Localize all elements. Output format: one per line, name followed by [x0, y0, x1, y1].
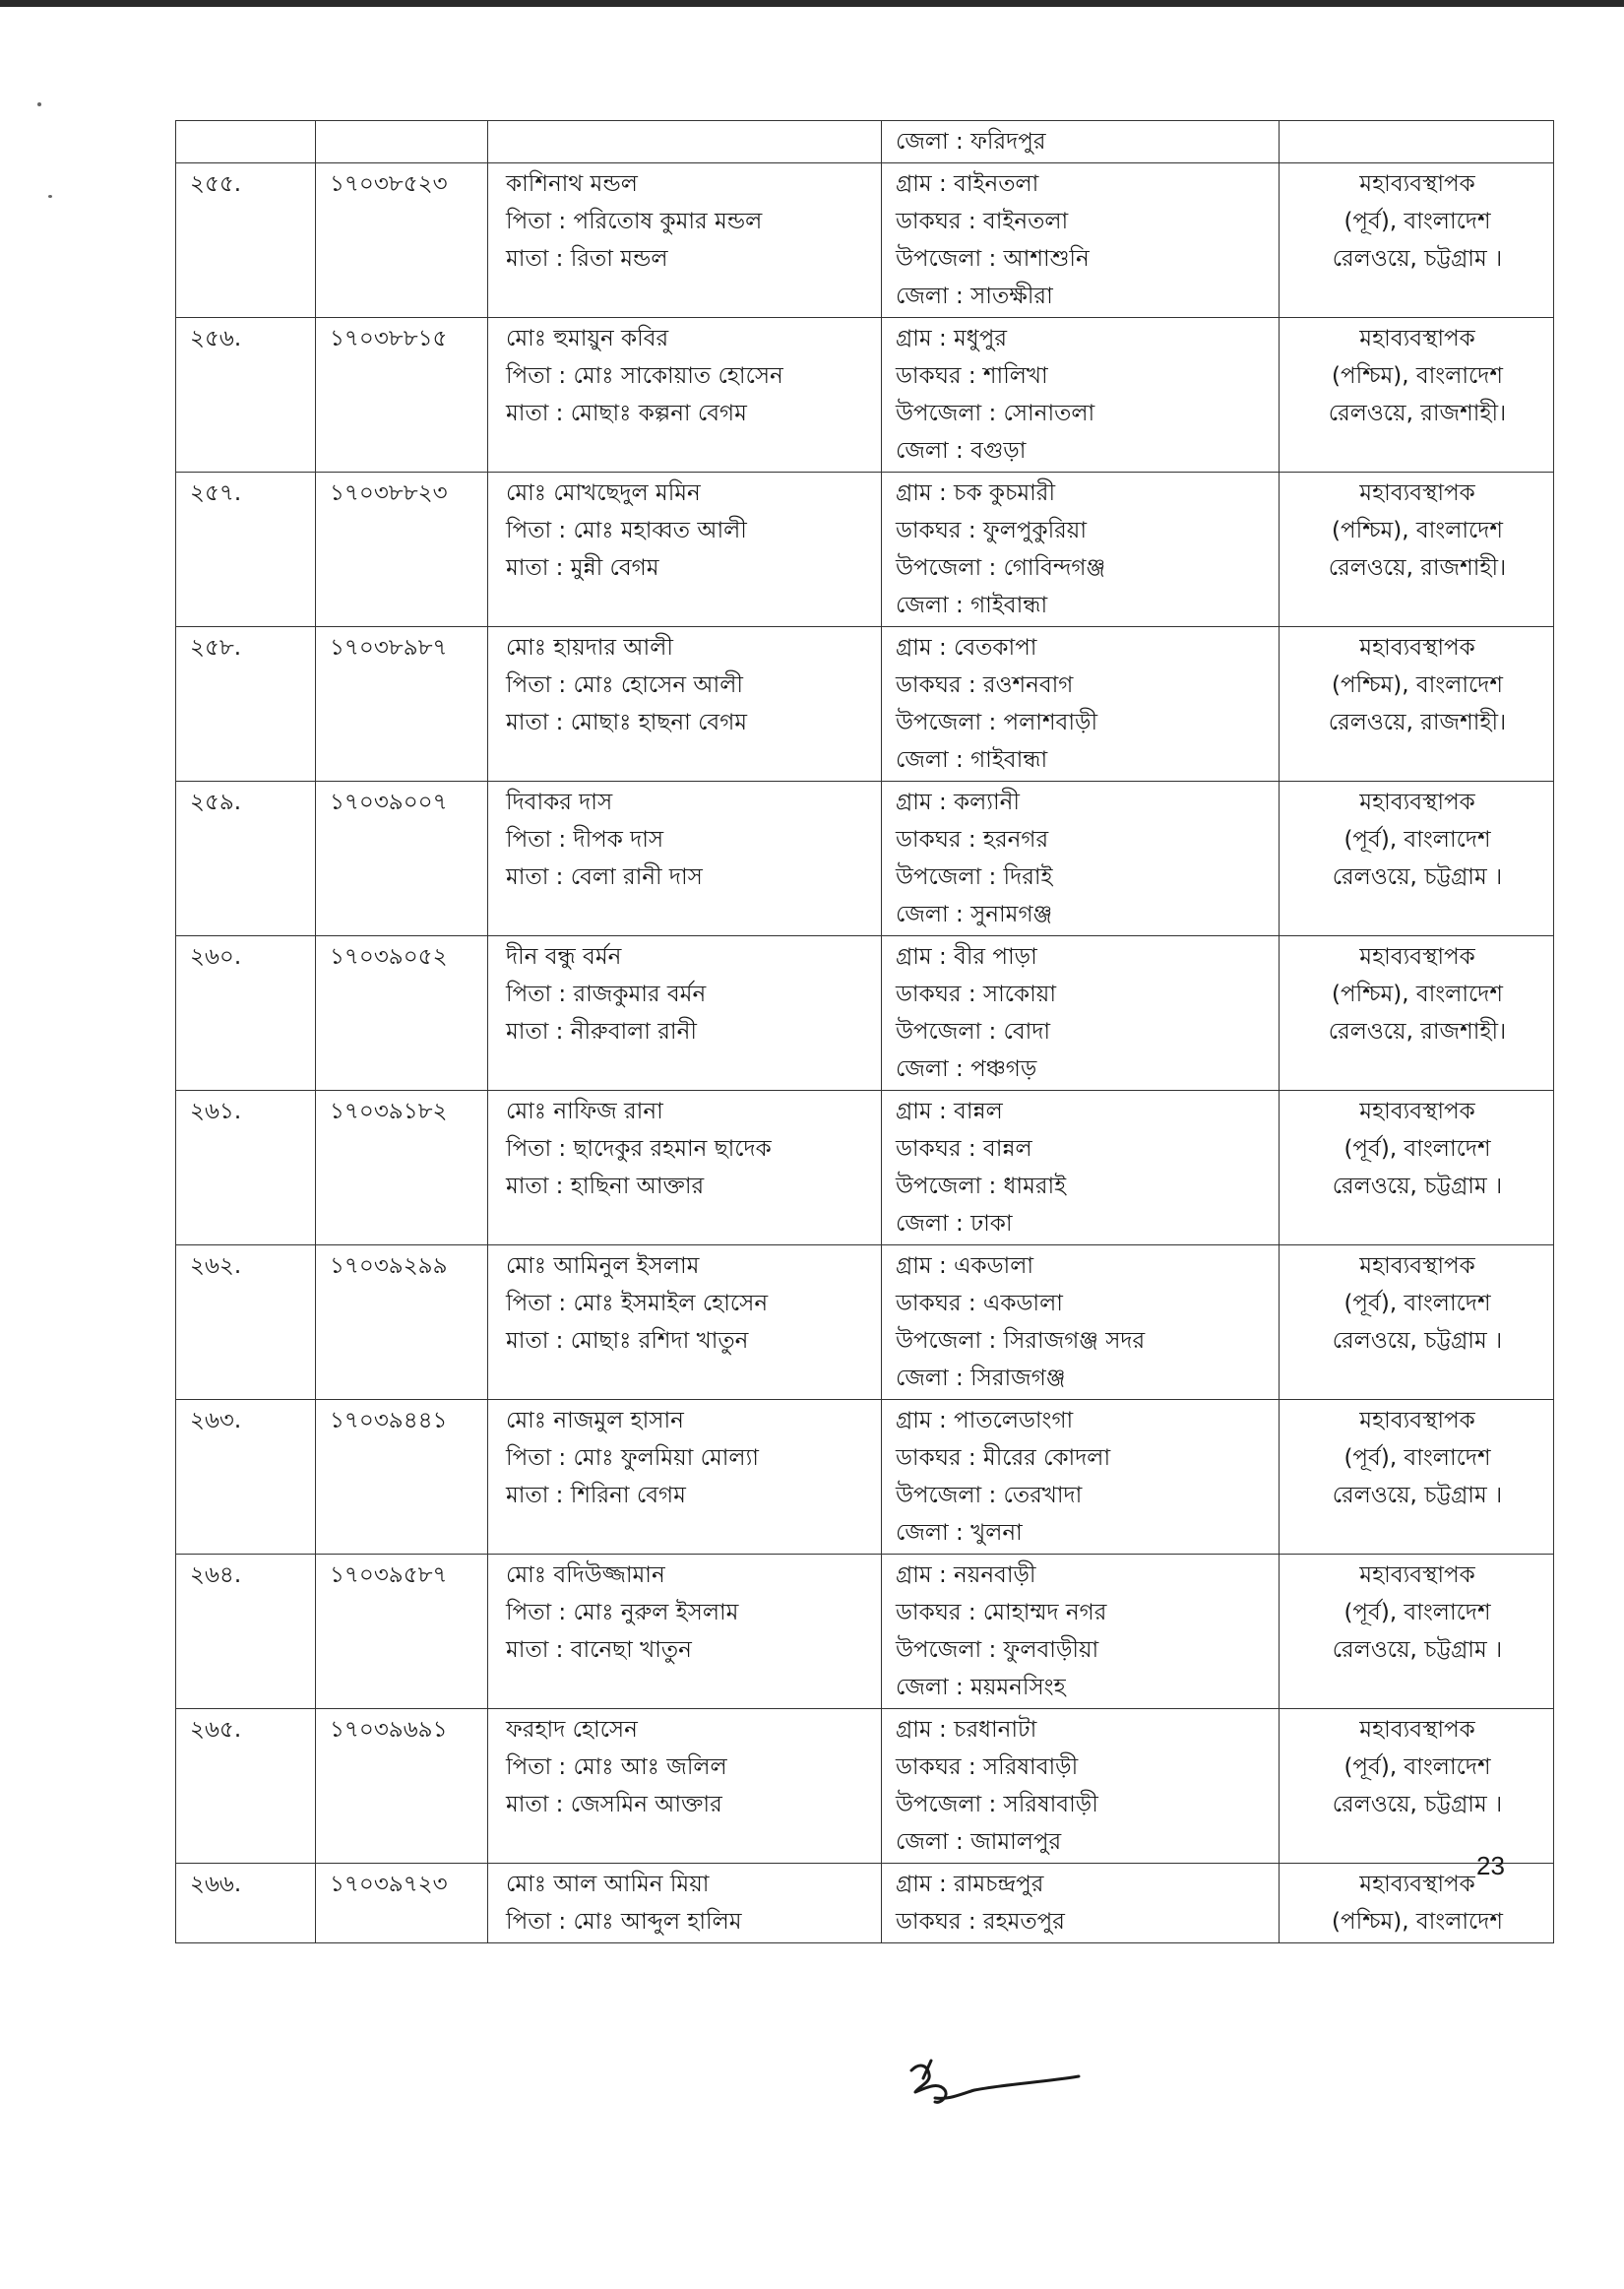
address-line: উপজেলা : সোনাতলা — [896, 401, 1095, 426]
address-line: ডাকঘর : মোহাম্মদ নগর — [896, 1600, 1107, 1625]
name-cell — [488, 163, 882, 318]
name-line: দীন বন্ধু বর্মন — [506, 944, 622, 970]
name-line: পিতা : মোঃ হোসেন আলী — [506, 672, 743, 698]
office-cell — [1280, 163, 1554, 318]
address-line: ডাকঘর : সাকোয়া — [896, 982, 1057, 1007]
office-line: মহাব্যবস্থাপক — [1359, 1408, 1475, 1433]
name-line: মাতা : মুন্নী বেগম — [506, 555, 659, 581]
name-cell — [488, 1709, 882, 1864]
office-line: রেলওয়ে, চট্টগ্রাম । — [1332, 1174, 1503, 1199]
table-row — [176, 1555, 1554, 1709]
office-cell — [1280, 936, 1554, 1091]
table-row-continuation — [176, 121, 1554, 163]
name-line: কাশিনাথ মন্ডল — [506, 171, 638, 197]
roll-number-cell: ১৭০৩৯৬৯১ — [316, 1709, 488, 1864]
address-cell — [882, 1091, 1280, 1245]
name-line: পিতা : মোঃ আঃ জলিল — [506, 1754, 727, 1780]
office-line: রেলওয়ে, চট্টগ্রাম । — [1332, 864, 1503, 890]
name-line: মাতা : শিরিনা বেগম — [506, 1483, 686, 1508]
address-cell — [882, 121, 1280, 163]
address-line: উপজেলা : বোদা — [896, 1019, 1051, 1045]
roll-number-cell: ১৭০৩৯৭২৩ — [316, 1864, 488, 1943]
serial-cell: ২৬৪. — [176, 1555, 316, 1709]
serial-cell: ২৬৬. — [176, 1864, 316, 1943]
name-line: দিবাকর দাস — [506, 790, 613, 815]
office-cell — [1280, 318, 1554, 473]
address-line: গ্রাম : বীর পাড়া — [896, 944, 1037, 970]
name-line: মোঃ আমিনুল ইসলাম — [506, 1253, 700, 1279]
roll-number-cell: ১৭০৩৮৮২৩ — [316, 473, 488, 627]
address-line: গ্রাম : বান্নল — [896, 1099, 1003, 1124]
name-line: মাতা : জেসমিন আক্তার — [506, 1792, 722, 1817]
table-row — [176, 163, 1554, 318]
address-cell — [882, 782, 1280, 936]
office-line: রেলওয়ে, রাজশাহী। — [1328, 555, 1507, 581]
roll-number-cell: ১৭০৩৯০০৭ — [316, 782, 488, 936]
table-row — [176, 318, 1554, 473]
table-row — [176, 936, 1554, 1091]
office-cell — [1280, 121, 1554, 163]
name-line: মাতা : বেলা রানী দাস — [506, 864, 703, 890]
table-row — [176, 1709, 1554, 1864]
address-line: গ্রাম : একডালা — [896, 1253, 1034, 1279]
office-line: রেলওয়ে, চট্টগ্রাম । — [1332, 1483, 1503, 1508]
name-line: পিতা : মোঃ সাকোয়াত হোসেন — [506, 363, 783, 389]
office-cell — [1280, 1400, 1554, 1555]
roll-number-cell: ১৭০৩৮৮১৫ — [316, 318, 488, 473]
office-line: (পশ্চিম), বাংলাদেশ — [1332, 1909, 1503, 1935]
table-row — [176, 1245, 1554, 1400]
office-line: (পশ্চিম), বাংলাদেশ — [1332, 672, 1503, 698]
signature — [906, 2053, 1083, 2122]
name-line: মোঃ মোখছেদুল মমিন — [506, 480, 701, 506]
office-cell — [1280, 1091, 1554, 1245]
roll-number-cell: ১৭০৩৯৫৮৭ — [316, 1555, 488, 1709]
address-line: গ্রাম : নয়নবাড়ী — [896, 1562, 1036, 1588]
address-line: জেলা : গাইবান্ধা — [896, 593, 1048, 618]
name-line: পিতা : ছাদেকুর রহমান ছাদেক — [506, 1136, 772, 1162]
address-line: জেলা : সাতক্ষীরা — [896, 284, 1053, 309]
office-cell — [1280, 782, 1554, 936]
address-line: ডাকঘর : সরিষাবাড়ী — [896, 1754, 1079, 1780]
address-line: ডাকঘর : ফুলপুকুরিয়া — [896, 518, 1088, 543]
serial-cell: ২৫৬. — [176, 318, 316, 473]
address-line: গ্রাম : মধুপুর — [896, 326, 1007, 351]
office-line: (পূর্ব), বাংলাদেশ — [1343, 827, 1491, 853]
office-line: (পূর্ব), বাংলাদেশ — [1343, 1445, 1491, 1471]
office-line: মহাব্যবস্থাপক — [1359, 1099, 1475, 1124]
name-line: মাতা : মোছাঃ রশিদা খাতুন — [506, 1328, 749, 1354]
office-cell — [1280, 1864, 1554, 1943]
address-line: উপজেলা : সরিষাবাড়ী — [896, 1792, 1098, 1817]
address-line: গ্রাম : চক কুচমারী — [896, 480, 1056, 506]
name-line: পিতা : মোঃ ইসমাইল হোসেন — [506, 1291, 769, 1316]
address-line: ডাকঘর : শালিখা — [896, 363, 1048, 389]
name-cell — [488, 318, 882, 473]
office-line: রেলওয়ে, চট্টগ্রাম । — [1332, 1792, 1503, 1817]
name-line: মোঃ নাফিজ রানা — [506, 1099, 663, 1124]
address-line: উপজেলা : গোবিন্দগঞ্জ — [896, 555, 1106, 581]
roll-number-cell: ১৭০৩৯২৯৯ — [316, 1245, 488, 1400]
address-line: ডাকঘর : বান্নল — [896, 1136, 1032, 1162]
address-line: উপজেলা : ধামরাই — [896, 1174, 1067, 1199]
name-line: ফরহাদ হোসেন — [506, 1717, 638, 1743]
office-line: (পূর্ব), বাংলাদেশ — [1343, 1600, 1491, 1625]
name-line: মাতা : বানেছা খাতুন — [506, 1637, 692, 1663]
serial-cell: ২৬২. — [176, 1245, 316, 1400]
table-row — [176, 782, 1554, 936]
address-line: জেলা : জামালপুর — [896, 1829, 1062, 1855]
address-cell — [882, 627, 1280, 782]
serial-cell: ২৫৫. — [176, 163, 316, 318]
address-cell — [882, 1555, 1280, 1709]
office-line: রেলওয়ে, রাজশাহী। — [1328, 710, 1507, 735]
office-line: (পশ্চিম), বাংলাদেশ — [1332, 518, 1503, 543]
address-line: ডাকঘর : বাইনতলা — [896, 209, 1069, 234]
roll-number-cell: ১৭০৩৯৪৪১ — [316, 1400, 488, 1555]
name-cell — [488, 121, 882, 163]
table-row — [176, 1091, 1554, 1245]
office-line: রেলওয়ে, রাজশাহী। — [1328, 1019, 1507, 1045]
office-line: (পূর্ব), বাংলাদেশ — [1343, 1754, 1491, 1780]
office-line: রেলওয়ে, চট্টগ্রাম । — [1332, 1328, 1503, 1354]
address-line: জেলা : পঞ্চগড় — [896, 1056, 1037, 1082]
name-cell — [488, 1091, 882, 1245]
address-cell — [882, 1709, 1280, 1864]
name-cell — [488, 1864, 882, 1943]
name-line: মাতা : মোছাঃ কল্পনা বেগম — [506, 401, 747, 426]
address-line: ডাকঘর : মীরের কোদলা — [896, 1445, 1111, 1471]
address-cell — [882, 1400, 1280, 1555]
name-line: পিতা : রাজকুমার বর্মন — [506, 982, 707, 1007]
office-cell — [1280, 627, 1554, 782]
office-line: (পূর্ব), বাংলাদেশ — [1343, 209, 1491, 234]
address-line: উপজেলা : আশাশুনি — [896, 246, 1090, 272]
roll-cell — [316, 121, 488, 163]
candidate-table — [175, 120, 1554, 1943]
address-line: জেলা : গাইবান্ধা — [896, 747, 1048, 773]
address-line: গ্রাম : বেতকাপা — [896, 635, 1037, 661]
name-line: মাতা : মোছাঃ হাছনা বেগম — [506, 710, 748, 735]
table-row — [176, 473, 1554, 627]
serial-cell — [176, 121, 316, 163]
roll-number-cell: ১৭০৩৮৫২৩ — [316, 163, 488, 318]
office-line: মহাব্যবস্থাপক — [1359, 635, 1475, 661]
office-line: মহাব্যবস্থাপক — [1359, 1562, 1475, 1588]
name-line: পিতা : মোঃ ফুলমিয়া মোল্যা — [506, 1445, 759, 1471]
serial-cell: ২৬১. — [176, 1091, 316, 1245]
name-line: মাতা : হাছিনা আক্তার — [506, 1174, 705, 1199]
name-cell — [488, 627, 882, 782]
name-line: পিতা : মোঃ নুরুল ইসলাম — [506, 1600, 739, 1625]
name-line: মোঃ আল আমিন মিয়া — [506, 1872, 710, 1897]
roll-number-cell: ১৭০৩৯১৮২ — [316, 1091, 488, 1245]
name-line: মোঃ বদিউজ্জামান — [506, 1562, 665, 1588]
address-line: জেলা : খুলনা — [896, 1520, 1023, 1546]
address-cell — [882, 163, 1280, 318]
address-line: উপজেলা : দিরাই — [896, 864, 1053, 890]
office-line: (পশ্চিম), বাংলাদেশ — [1332, 982, 1503, 1007]
name-cell — [488, 1400, 882, 1555]
table-row — [176, 1864, 1554, 1943]
name-line: মাতা : নীরুবালা রানী — [506, 1019, 697, 1045]
roll-number-cell: ১৭০৩৮৯৮৭ — [316, 627, 488, 782]
serial-cell: ২৫৯. — [176, 782, 316, 936]
office-line: রেলওয়ে, রাজশাহী। — [1328, 401, 1507, 426]
address-line: উপজেলা : তেরখাদা — [896, 1483, 1083, 1508]
office-line: (পশ্চিম), বাংলাদেশ — [1332, 363, 1503, 389]
office-line: মহাব্যবস্থাপক — [1359, 1717, 1475, 1743]
address-cell — [882, 1864, 1280, 1943]
office-line: মহাব্যবস্থাপক — [1359, 326, 1475, 351]
name-cell — [488, 936, 882, 1091]
office-line: মহাব্যবস্থাপক — [1359, 944, 1475, 970]
address-cell — [882, 936, 1280, 1091]
name-cell — [488, 1555, 882, 1709]
office-line: মহাব্যবস্থাপক — [1359, 790, 1475, 815]
scan-mark — [37, 102, 41, 106]
address-line: ডাকঘর : রওশনবাগ — [896, 672, 1074, 698]
name-cell — [488, 782, 882, 936]
address-line: জেলা : ময়মনসিংহ — [896, 1675, 1066, 1700]
office-line: (পূর্ব), বাংলাদেশ — [1343, 1291, 1491, 1316]
address-line: ডাকঘর : একডালা — [896, 1291, 1063, 1316]
address-line: গ্রাম : পাতলেডাংগা — [896, 1408, 1074, 1433]
page-number: 23 — [1476, 1851, 1505, 1880]
scan-mark — [48, 195, 52, 198]
serial-cell: ২৬৫. — [176, 1709, 316, 1864]
address-line: গ্রাম : কল্যানী — [896, 790, 1020, 815]
address-line: জেলা : সুনামগঞ্জ — [896, 902, 1053, 927]
serial-cell: ২৫৮. — [176, 627, 316, 782]
office-cell — [1280, 1245, 1554, 1400]
address-line: গ্রাম : চরধানাটা — [896, 1717, 1037, 1743]
office-line: মহাব্যবস্থাপক — [1359, 171, 1475, 197]
serial-cell: ২৫৭. — [176, 473, 316, 627]
address-line: ডাকঘর : হরনগর — [896, 827, 1049, 853]
name-line: পিতা : দীপক দাস — [506, 827, 664, 853]
table-row — [176, 627, 1554, 782]
address-line: উপজেলা : ফুলবাড়ীয়া — [896, 1637, 1099, 1663]
page-top-border — [0, 0, 1624, 7]
name-line: পিতা : পরিতোষ কুমার মন্ডল — [506, 209, 763, 234]
address-cell — [882, 318, 1280, 473]
name-cell — [488, 1245, 882, 1400]
name-line: পিতা : মোঃ মহাব্বত আলী — [506, 518, 747, 543]
name-line: মোঃ হুমায়ুন কবির — [506, 326, 669, 351]
office-line: (পূর্ব), বাংলাদেশ — [1343, 1136, 1491, 1162]
table-row — [176, 1400, 1554, 1555]
serial-cell: ২৬৩. — [176, 1400, 316, 1555]
office-line: মহাব্যবস্থাপক — [1359, 1872, 1475, 1897]
name-line: মাতা : রিতা মন্ডল — [506, 246, 668, 272]
office-line: মহাব্যবস্থাপক — [1359, 480, 1475, 506]
address-line: গ্রাম : বাইনতলা — [896, 171, 1039, 197]
address-line: উপজেলা : সিরাজগঞ্জ সদর — [896, 1328, 1146, 1354]
name-line: মোঃ হায়দার আলী — [506, 635, 673, 661]
name-cell — [488, 473, 882, 627]
address-cell — [882, 1245, 1280, 1400]
office-line: মহাব্যবস্থাপক — [1359, 1253, 1475, 1279]
address-line: উপজেলা : পলাশবাড়ী — [896, 710, 1098, 735]
address-line: ডাকঘর : রহমতপুর — [896, 1909, 1065, 1935]
address-line: গ্রাম : রামচন্দ্রপুর — [896, 1872, 1044, 1897]
roll-number-cell: ১৭০৩৯০৫২ — [316, 936, 488, 1091]
office-cell — [1280, 473, 1554, 627]
address-line: জেলা : ঢাকা — [896, 1211, 1013, 1237]
candidate-table-body — [176, 121, 1554, 1943]
address-cell — [882, 473, 1280, 627]
address-line: জেলা : বগুড়া — [896, 438, 1027, 464]
office-cell — [1280, 1555, 1554, 1709]
office-line: রেলওয়ে, চট্টগ্রাম । — [1332, 1637, 1503, 1663]
address-line: জেলা : সিরাজগঞ্জ — [896, 1366, 1066, 1391]
name-line: পিতা : মোঃ আব্দুল হালিম — [506, 1909, 742, 1935]
office-line: রেলওয়ে, চট্টগ্রাম । — [1332, 246, 1503, 272]
address-line: জেলা : ফরিদপুর — [896, 129, 1046, 155]
office-cell — [1280, 1709, 1554, 1864]
name-line: মোঃ নাজমুল হাসান — [506, 1408, 684, 1433]
serial-cell: ২৬০. — [176, 936, 316, 1091]
